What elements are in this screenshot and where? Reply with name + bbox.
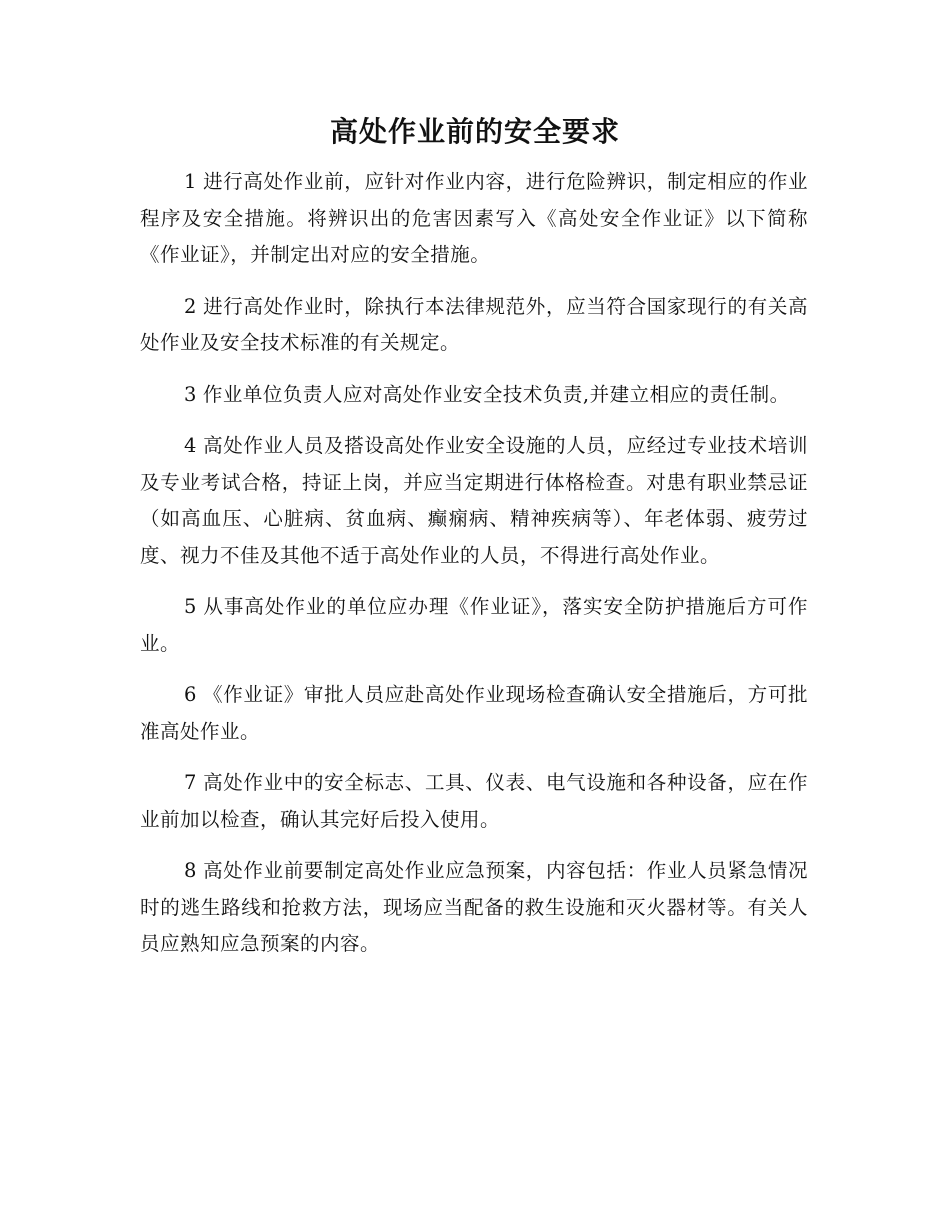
paragraph-3 [140,377,808,414]
paragraph-4 [140,428,808,574]
paragraph-2 [140,289,808,362]
paragraph-text: 从事高处作业的单位应办理《作业证》，落实安全防护措施后方可作业。 [140,595,808,655]
paragraph-number: 1 [184,170,197,193]
paragraph-text: 高处作业中的安全标志、工具、仪表、电气设施和各种设备，应在作业前加以检查，确认其完好后投入使用。 [140,771,808,831]
paragraph-number: 5 [184,595,197,618]
paragraph-1 [140,164,808,274]
paragraph-number: 6 [184,683,197,706]
paragraph-text: 高处作业前要制定高处作业应急预案，内容包括：作业人员紧急情况时的逃生路线和抢救方法，现场应当配备的救生设施和灭火器材等。有关人员应熟知应急预案的内容。 [140,859,808,955]
paragraph-number: 7 [184,771,197,794]
paragraph-text: 进行高处作业前，应针对作业内容，进行危险辨识，制定相应的作业程序及安全措施。将辨识出的危害因素写入《高处安全作业证》以下简称《作业证》，并制定出对应的安全措施。 [140,170,808,266]
document-title: 高处作业前的安全要求 [329,115,620,148]
paragraph-text: 《作业证》审批人员应赴高处作业现场检查确认安全措施后，方可批准高处作业。 [140,683,808,743]
paragraph-number: 8 [184,859,197,882]
paragraph-5 [140,589,808,662]
paragraph-text: 作业单位负责人应对高处作业安全技术负责,并建立相应的责任制。 [202,382,790,406]
paragraph-8 [140,853,808,963]
paragraph-number: 2 [184,294,197,318]
paragraph-number: 3 [184,382,197,406]
paragraph-text: 高处作业人员及搭设高处作业安全设施的人员，应经过专业技术培训及专业考试合格，持证上岗，并应当定期进行体格检查。对患有职业禁忌证（如高血压、心脏病、贫血病、癫痫病、精神疾病等）、年老体弱、疲劳过度、视力不佳及其他不适于高处作业的人员，不得进行高处作业。 [140,434,808,567]
paragraph-7 [140,765,808,838]
paragraph-text: 进行高处作业时，除执行本法律规范外，应当符合国家现行的有关高处作业及安全技术标准的有关规定。 [140,294,808,354]
paragraph-number: 4 [184,434,197,457]
paragraph-6 [140,677,808,750]
document-body [140,164,808,978]
